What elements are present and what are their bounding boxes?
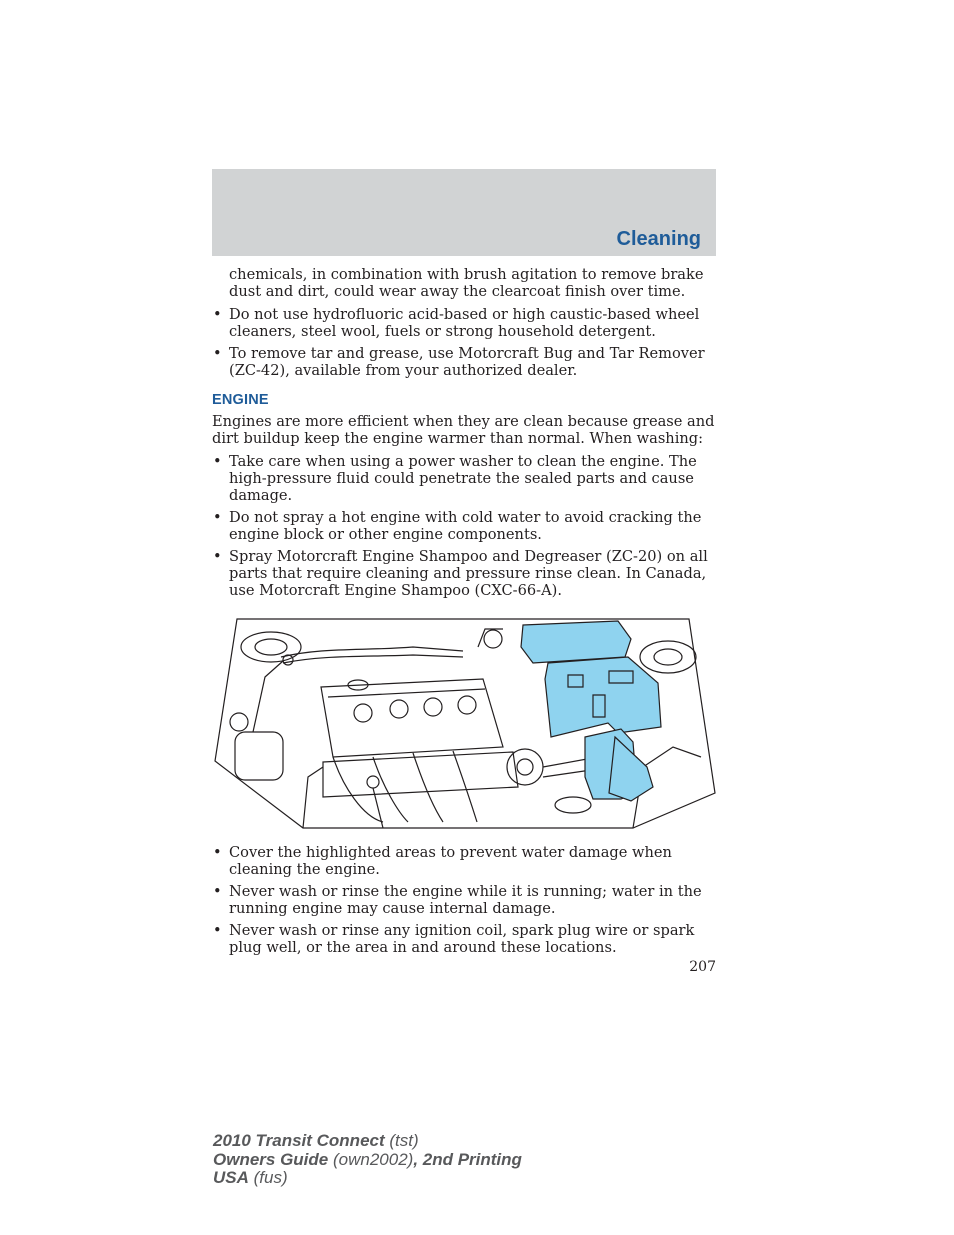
sensor-bracket: [478, 629, 503, 647]
bullet-icon: •: [213, 509, 222, 526]
list-item: [212, 345, 716, 379]
list-item-text: Take care when using a power washer to clean the engine. The high-pressure fluid could penetrate the sealed parts and cause damage.: [229, 453, 697, 504]
footer-guide: Owners Guide: [213, 1149, 329, 1169]
document-footer: [213, 1132, 522, 1188]
footer-guide-code: (own2002): [332, 1149, 414, 1169]
engine-heading: ENGINE: [212, 392, 269, 408]
footer-line-1: [213, 1132, 522, 1151]
footer-market-code: (fus): [253, 1168, 288, 1187]
coil-2: [390, 700, 408, 718]
list-item: [212, 922, 716, 956]
footer-vehicle: 2010 Transit Connect: [213, 1131, 385, 1150]
front-edge-line: [303, 767, 323, 828]
list-item-text: Do not use hydrofluoric acid-based or high caustic-based wheel cleaners, steel wool, fuels or strong household detergent.: [229, 306, 700, 340]
coil-1: [354, 704, 372, 722]
engine-diagram-svg: [213, 617, 716, 830]
list-item: [212, 844, 716, 878]
footer-printing: , 2nd Printing: [413, 1149, 522, 1169]
list-item: [212, 883, 716, 917]
engine-compartment-illustration: [213, 617, 716, 830]
bullet-icon: •: [213, 844, 222, 861]
dipstick-handle: [367, 776, 379, 788]
list-item: [212, 453, 716, 504]
reservoir-hose: [253, 661, 283, 732]
right-strut-tower: [640, 641, 696, 673]
bullet-icon: •: [213, 548, 222, 565]
left-strut-cap: [255, 639, 287, 655]
intro-continuation: chemicals, in combination with brush agitation to remove brake dust and dirt, could wear away the clearcoat finish over time.: [229, 266, 704, 300]
footer-vehicle-code: (tst): [389, 1131, 419, 1150]
engine-intro: Engines are more efficient when they are clean because grease and dirt buildup keep the engine warmer than normal. When washing:: [212, 413, 715, 447]
list-item-text: Cover the highlighted areas to prevent water damage when cleaning the engine.: [229, 844, 672, 878]
section-title: Cleaning: [616, 228, 701, 250]
page-number: 207: [689, 959, 716, 975]
throttle-bore: [517, 759, 533, 775]
bullet-icon: •: [213, 306, 222, 323]
throttle-body: [507, 749, 543, 785]
list-item-text: Never wash or rinse any ignition coil, spark plug wire or spark plug well, or the area in and around these locations.: [229, 922, 695, 956]
header-band: [212, 169, 716, 256]
list-item-text: Do not spray a hot engine with cold water to avoid cracking the engine block or other engine components.: [229, 509, 702, 543]
footer-line-3: [213, 1169, 522, 1188]
coolant-reservoir: [235, 732, 283, 780]
bullet-icon: •: [213, 345, 222, 362]
bullet-icon: •: [213, 922, 222, 939]
engine-cover: [321, 679, 503, 757]
sensor-cap: [484, 630, 502, 648]
list-item: [212, 509, 716, 543]
battery-highlight: [545, 657, 661, 737]
ac-connector: [555, 797, 591, 813]
reservoir-cap: [230, 713, 248, 731]
wheel-bullet-list: [212, 306, 716, 379]
main-content: [212, 266, 716, 604]
coil-4: [458, 696, 476, 714]
list-item: [212, 548, 716, 599]
right-strut-cap: [654, 649, 682, 665]
upper-hose-2: [283, 655, 463, 663]
cover-ridge: [328, 689, 485, 697]
engine-bullet-list: [212, 453, 716, 599]
after-figure-bullet-list: [212, 844, 716, 956]
bullet-icon: •: [213, 883, 222, 900]
list-item-text: Never wash or rinse the engine while it is running; water in the running engine may cause internal damage.: [229, 883, 702, 917]
footer-line-2: [213, 1151, 522, 1170]
fuse-box-cover-highlight: [521, 621, 631, 663]
after-figure-content: [212, 844, 716, 961]
intake-runners: [333, 751, 477, 822]
bullet-icon: •: [213, 453, 222, 470]
coil-3: [424, 698, 442, 716]
list-item-text: Spray Motorcraft Engine Shampoo and Degreaser (ZC-20) on all parts that require cleaning and pressure rinse clean. In Canada, use Motorcraft Engine Shampoo (CXC-66-A).: [229, 548, 708, 599]
list-item: [212, 306, 716, 340]
list-item-text: To remove tar and grease, use Motorcraft Bug and Tar Remover (ZC-42), available from your authorized dealer.: [229, 345, 705, 379]
footer-market: USA: [213, 1168, 249, 1187]
